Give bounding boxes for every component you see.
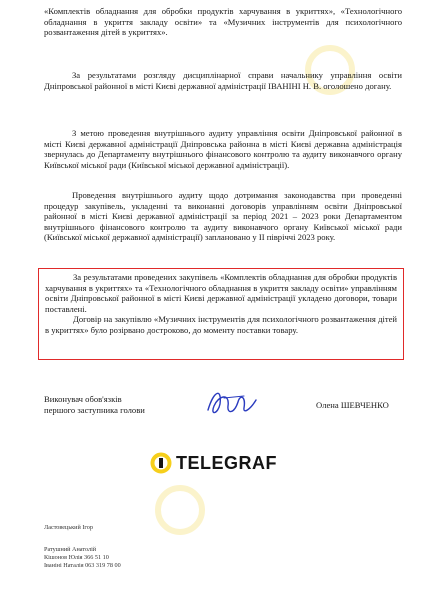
boxed-paragraph-1: За результатами проведених закупівель «Комплектів обладнання для обробки продуктів харчування в укриттях» та «Технологічного обладнання в укриття закладу освіти» управлінням освіти Дніпровської районної в місті Києві державної адміністрації укладено договори, товари поставлені. (45, 272, 397, 314)
highlight-box (38, 268, 404, 360)
telegraf-logo-icon (150, 452, 172, 474)
contact-line-4: Іваніні Наталія 063 319 78 00 (44, 562, 121, 569)
intro-paragraph (44, 6, 402, 38)
handwritten-signature (200, 384, 270, 420)
contacts-block (44, 546, 121, 570)
role-line-1: Виконувач обов'язків (44, 394, 122, 404)
boxed-paragraph-2: Договір на закупівлю «Музичних інструментів для психологічного розвантаження дітей в укриттях» було розірвано достроково, до моменту поставки товару. (45, 314, 397, 335)
role-line-2: першого заступника голови (44, 405, 145, 415)
signatory-name: Олена ШЕВЧЕНКО (316, 400, 389, 410)
contact-line-2: Ратушний Анатолій (44, 546, 97, 553)
paragraph-4: Проведення внутрішнього аудиту щодо дотримання законодавства при проведенні процедур закупівель, укладенні та виконанні договорів управлінням освіти Дніпровської районної в місті Києві державної адміністрації за період 2021 – 2023 роки Департаментом внутрішнього фінансового контролю та аудиту виконавчого органу Київської міської ради (Київської міської державної адміністрації) заплановано у ІІ півріччі 2023 року. (44, 190, 402, 243)
contact-line-3: Кішонов Юлія 366 51 10 (44, 554, 109, 561)
paragraph-1: «Комплектів обладнання для обробки продуктів харчування в укриттях», «Технологічного обладнання в укриття закладу освіти» та «Музичних інструментів для психологічного розвантаження дітей в укриттях». (44, 6, 402, 38)
paragraph-block-2 (44, 70, 402, 91)
telegraf-logo (150, 452, 277, 474)
paragraph-2: За результатами розгляду дисциплінарної справи начальнику управління освіти Дніпровської районної в місті Києві державної адміністрації ІВАНІНІ Н. В. оголошено догану. (44, 70, 402, 91)
paragraph-3: З метою проведення внутрішнього аудиту управління освіти Дніпровської районної в місті Києві державної адміністрації Дніпровська районна в місті Києві державна адміністрація звернулась до Департаменту внутрішнього фінансового контролю та аудиту виконавчого органу Київської міської ради (Київської міської державної адміністрації). (44, 128, 402, 170)
signatory-role (44, 394, 145, 416)
contact-line-1: Ластовецький Ігор (44, 524, 93, 531)
paragraph-block-3 (44, 128, 402, 170)
paragraph-block-4 (44, 190, 402, 243)
telegraf-logo-text: TELEGRAF (176, 452, 277, 473)
